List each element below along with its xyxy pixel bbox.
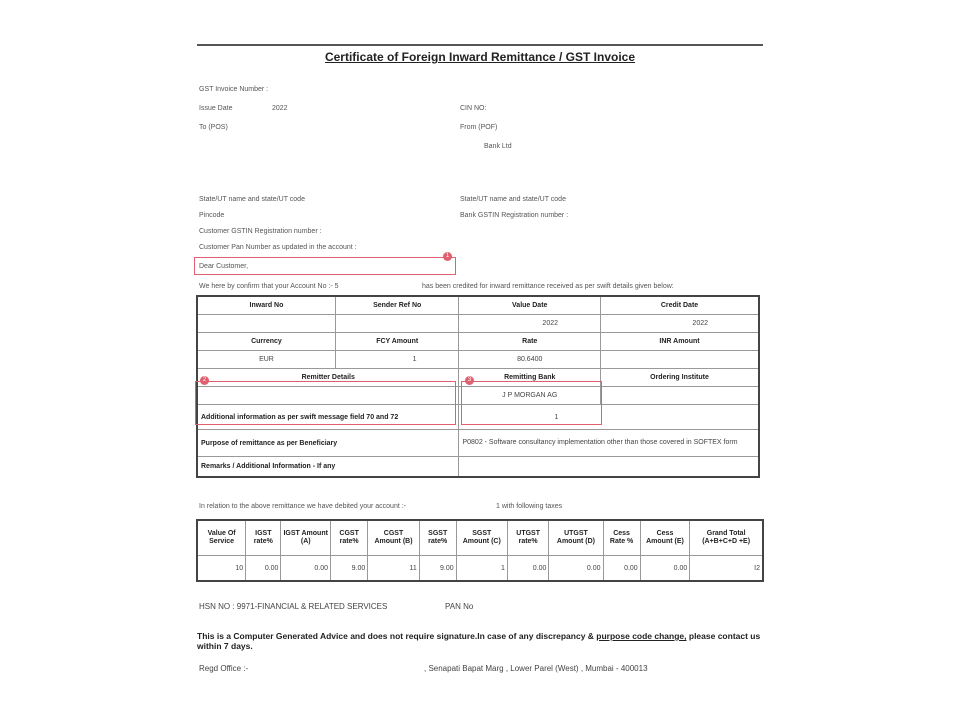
bank-name: Bank Ltd <box>484 143 512 150</box>
remarks-label: Remarks / Additional Information - If any <box>197 457 459 478</box>
tax-header: Cess Amount (E) <box>640 520 690 556</box>
tax-header: UTGST rate% <box>507 520 549 556</box>
tax-value: 10 <box>197 556 246 582</box>
salutation: Dear Customer, <box>199 263 249 270</box>
tax-value: 9.00 <box>331 556 368 582</box>
value-date-value: 2022 <box>459 315 601 333</box>
top-rule <box>197 44 763 46</box>
customer-gstin: Customer GSTIN Registration number : <box>199 228 322 235</box>
tax-header: Grand Total (A+B+C+D +E) <box>690 520 763 556</box>
tax-note-prefix: In relation to the above remittance we have debited your account :- <box>199 503 407 510</box>
tax-value: 0.00 <box>281 556 331 582</box>
remarks-value <box>459 457 759 478</box>
tax-header: SGST rate% <box>419 520 456 556</box>
inr-amount-value <box>601 351 760 369</box>
tax-header: SGST Amount (C) <box>456 520 507 556</box>
remitting-bank-highlight <box>461 381 602 425</box>
ordering-institute-value <box>601 387 760 405</box>
tax-header: Value Of Service <box>197 520 246 556</box>
disclaimer-part1: This is a Computer Generated Advice and does not require signature.In case of any discrepancy & <box>197 631 597 641</box>
table-row <box>197 430 759 457</box>
header-sender-ref: Sender Ref No <box>335 296 459 315</box>
cin-no: CIN NO: <box>460 105 487 112</box>
tax-header: IGST rate% <box>246 520 281 556</box>
customer-pan: Customer Pan Number as updated in the account : <box>199 244 357 251</box>
header-fcy-amount: FCY Amount <box>335 333 459 351</box>
tax-header: Cess Rate % <box>603 520 640 556</box>
table-row <box>197 520 763 556</box>
header-remitter-details: Remitter Details <box>197 369 459 387</box>
tax-header: CGST rate% <box>331 520 368 556</box>
tax-value: 9.00 <box>419 556 456 582</box>
additional-info-label: Additional information as per swift message field 70 and 72 <box>197 405 459 430</box>
tax-value: 0.00 <box>507 556 549 582</box>
purpose-code-link[interactable]: purpose code change, <box>596 631 687 641</box>
header-remitting-bank: Remitting Bank <box>459 369 601 387</box>
remitting-bank-value: J P MORGAN AG <box>459 387 601 405</box>
tax-value: 0.00 <box>246 556 281 582</box>
to-pos: To (POS) <box>199 124 228 131</box>
confirm-prefix: We here by confirm that your Account No :- 5 <box>199 283 339 290</box>
remitter-highlight <box>195 381 456 425</box>
credit-date-value: 2022 <box>601 315 760 333</box>
tax-table <box>196 519 764 582</box>
regd-office-label: Regd Office :- <box>199 664 249 673</box>
gst-invoice-number: GST Invoice Number : <box>199 86 269 93</box>
sender-ref-value <box>335 315 459 333</box>
additional-info-value: 1 <box>459 405 759 430</box>
rate-value: 80.6400 <box>459 351 601 369</box>
tax-note-suffix: 1 with following taxes <box>496 503 563 510</box>
tax-value: 0.00 <box>549 556 603 582</box>
tax-header: IGST Amount (A) <box>281 520 331 556</box>
tax-value: 0.00 <box>640 556 690 582</box>
header-currency: Currency <box>197 333 335 351</box>
inward-no-value <box>197 315 335 333</box>
issue-date-label: Issue Date <box>199 105 233 112</box>
header-value-date: Value Date <box>459 296 601 315</box>
table-row <box>197 556 763 582</box>
pan-number: PAN No <box>445 602 474 611</box>
document-title: Certificate of Foreign Inward Remittance / GST Invoice <box>324 50 636 64</box>
table-row <box>197 333 759 351</box>
table-row <box>197 457 759 478</box>
table-row <box>197 296 759 315</box>
badge-two: 2 <box>200 376 209 385</box>
badge-one: 1 <box>443 252 452 261</box>
table-row <box>197 351 759 369</box>
table-row <box>197 315 759 333</box>
disclaimer-part2: please contact us within 7 days. <box>197 631 761 651</box>
hsn-number: HSN NO : 9971-FINANCIAL & RELATED SERVICES <box>199 602 388 611</box>
purpose-label: Purpose of remittance as per Beneficiary <box>197 430 459 457</box>
header-credit-date: Credit Date <box>601 296 760 315</box>
header-rate: Rate <box>459 333 601 351</box>
tax-value: 11 <box>368 556 419 582</box>
tax-header: UTGST Amount (D) <box>549 520 603 556</box>
issue-date-value: 2022 <box>272 105 288 112</box>
badge-three: 3 <box>465 376 474 385</box>
purpose-value: P0802 - Software consultancy implementation other than those covered in SOFTEX form <box>459 430 759 457</box>
tax-value: 1 <box>456 556 507 582</box>
header-ordering-institute: Ordering Institute <box>601 369 760 387</box>
state-code-right: State/UT name and state/UT code <box>460 196 566 203</box>
pincode: Pincode <box>199 212 225 219</box>
confirm-suffix: has been credited for inward remittance received as per swift details given below: <box>422 283 674 290</box>
header-inward-no: Inward No <box>197 296 335 315</box>
bank-gstin: Bank GSTIN Registration number : <box>460 212 569 219</box>
disclaimer-note <box>197 631 763 651</box>
tax-header: CGST Amount (B) <box>368 520 419 556</box>
tax-value: 0.00 <box>603 556 640 582</box>
fcy-amount-value: 1 <box>335 351 459 369</box>
tax-value: I2 <box>690 556 763 582</box>
state-code-left: State/UT name and state/UT code <box>199 196 305 203</box>
regd-office-address: , Senapati Bapat Marg , Lower Parel (West) , Mumbai - 400013 <box>424 664 648 673</box>
currency-value: EUR <box>197 351 335 369</box>
from-pof: From (POF) <box>460 124 498 131</box>
header-inr-amount: INR Amount <box>601 333 760 351</box>
